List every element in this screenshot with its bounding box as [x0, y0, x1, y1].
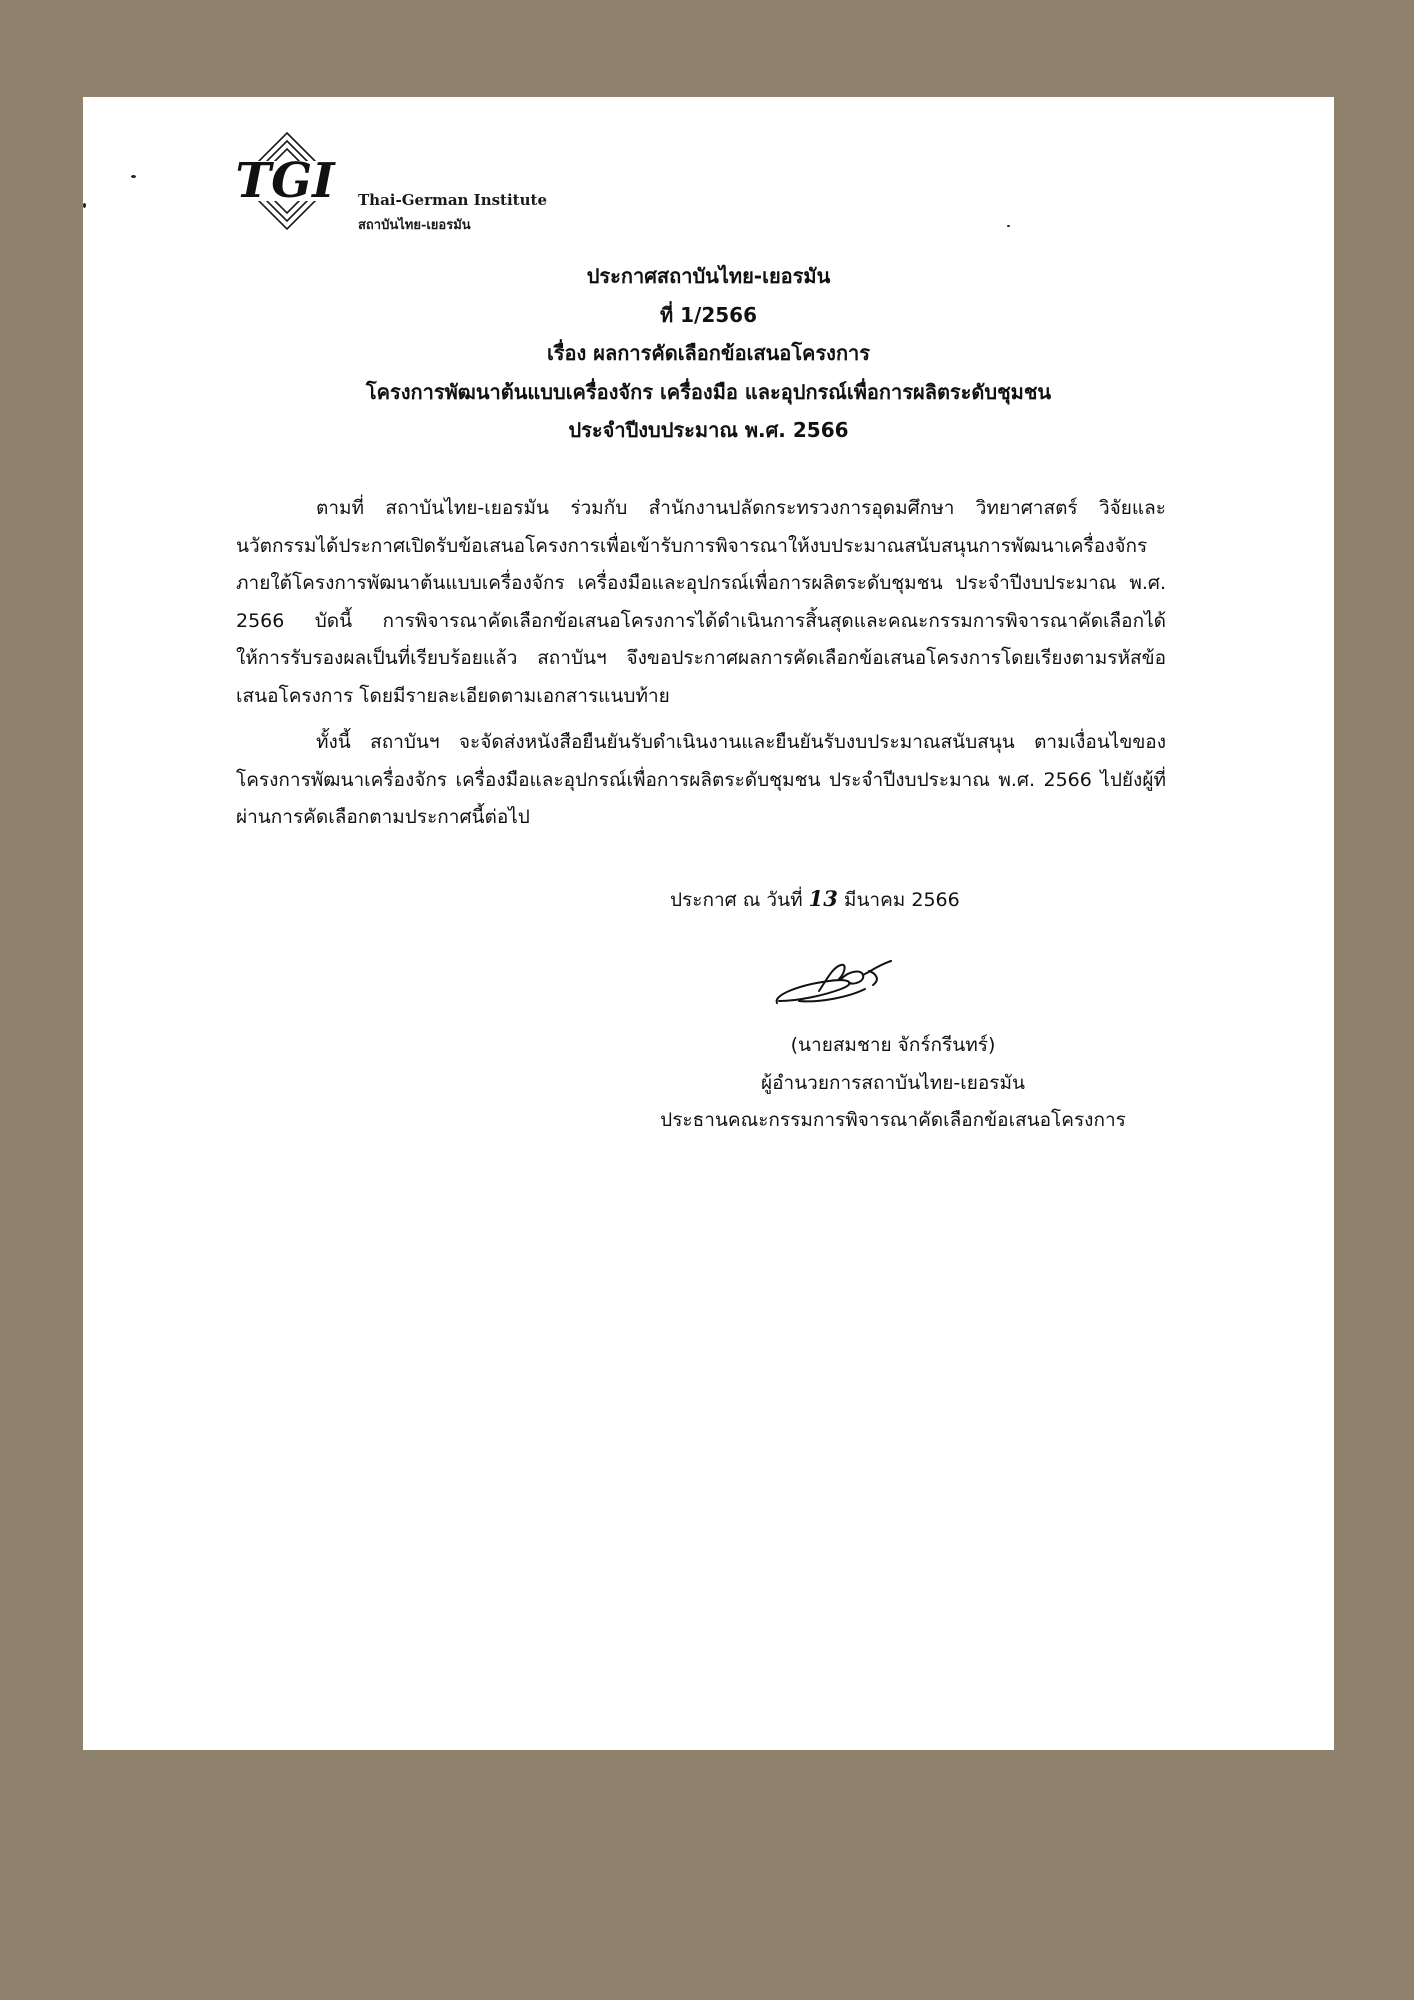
date-prefix: ประกาศ ณ วันที่ — [670, 889, 809, 911]
announcement-body — [236, 490, 1166, 837]
document-page — [83, 97, 1334, 1750]
date-day: 13 — [808, 886, 838, 911]
svg-text:TGI: TGI — [235, 153, 335, 209]
scan-speck — [131, 175, 136, 178]
scan-speck — [1007, 225, 1010, 227]
heading-line: ที่ 1/2566 — [659, 302, 758, 327]
body-paragraph: ตามที่ สถาบันไทย-เยอรมัน ร่วมกับ สำนักงานปลัดกระทรวงการอุดมศึกษา วิทยาศาสตร์ วิจัยและนวัตกรรมได้ประกาศเปิดรับข้อเสนอโครงการเพื่อเข้ารับการพิจารณาให้งบประมาณสนับสนุนการพัฒนาเครื่องจักรภายใต้โครงการพัฒนาต้นแบบเครื่องจักร เครื่องมือและอุปกรณ์เพื่อการผลิตระดับชุมชน ประจำปีงบประมาณ พ.ศ. 2566 บัดนี้ การพิจารณาคัดเลือกข้อเสนอโครงการได้ดำเนินการสิ้นสุดและคณะกรรมการพิจารณาคัดเลือกได้ให้การรับรองผลเป็นที่เรียบร้อยแล้ว สถาบันฯ จึงขอประกาศผลการคัดเลือกข้อเสนอโครงการโดยเรียงตามรหัสข้อเสนอโครงการ โดยมีรายละเอียดตามเอกสารแนบท้าย — [236, 497, 1166, 707]
logo-name-th: สถาบันไทย-เยอรมัน — [358, 218, 471, 233]
heading-line: ประจำปีงบประมาณ พ.ศ. 2566 — [568, 418, 849, 442]
signature-image — [769, 957, 899, 1013]
announcement-date — [670, 885, 960, 915]
tgi-logo-mark — [235, 131, 340, 231]
signatory-name: (นายสมชาย จักร์กรีนทร์) — [790, 1034, 996, 1056]
signatory-title: ประธานคณะกรรมการพิจารณาคัดเลือกข้อเสนอโครงการ — [660, 1109, 1126, 1131]
signatory-block — [623, 1027, 1163, 1140]
tgi-logo — [235, 131, 555, 231]
logo-name-en: Thai-German Institute — [358, 191, 547, 209]
signatory-title: ผู้อำนวยการสถาบันไทย-เยอรมัน — [760, 1071, 1026, 1094]
heading-line: เรื่อง ผลการคัดเลือกข้อเสนอโครงการ — [546, 341, 871, 365]
heading-line: ประกาศสถาบันไทย-เยอรมัน — [586, 264, 831, 288]
body-paragraph: ทั้งนี้ สถาบันฯ จะจัดส่งหนังสือยืนยันรับดำเนินงานและยืนยันรับงบประมาณสนับสนุน ตามเงื่อนไขของโครงการพัฒนาเครื่องจักร เครื่องมือและอุปกรณ์เพื่อการผลิตระดับชุมชน ประจำปีงบประมาณ พ.ศ. 2566 ไปยังผู้ที่ผ่านการคัดเลือกตามประกาศนี้ต่อไป — [236, 731, 1166, 828]
date-suffix: มีนาคม 2566 — [837, 889, 960, 911]
heading-line: โครงการพัฒนาต้นแบบเครื่องจักร เครื่องมือ และอุปกรณ์เพื่อการผลิตระดับชุมชน — [365, 379, 1052, 404]
announcement-heading — [83, 257, 1334, 450]
scan-speck — [83, 203, 86, 208]
